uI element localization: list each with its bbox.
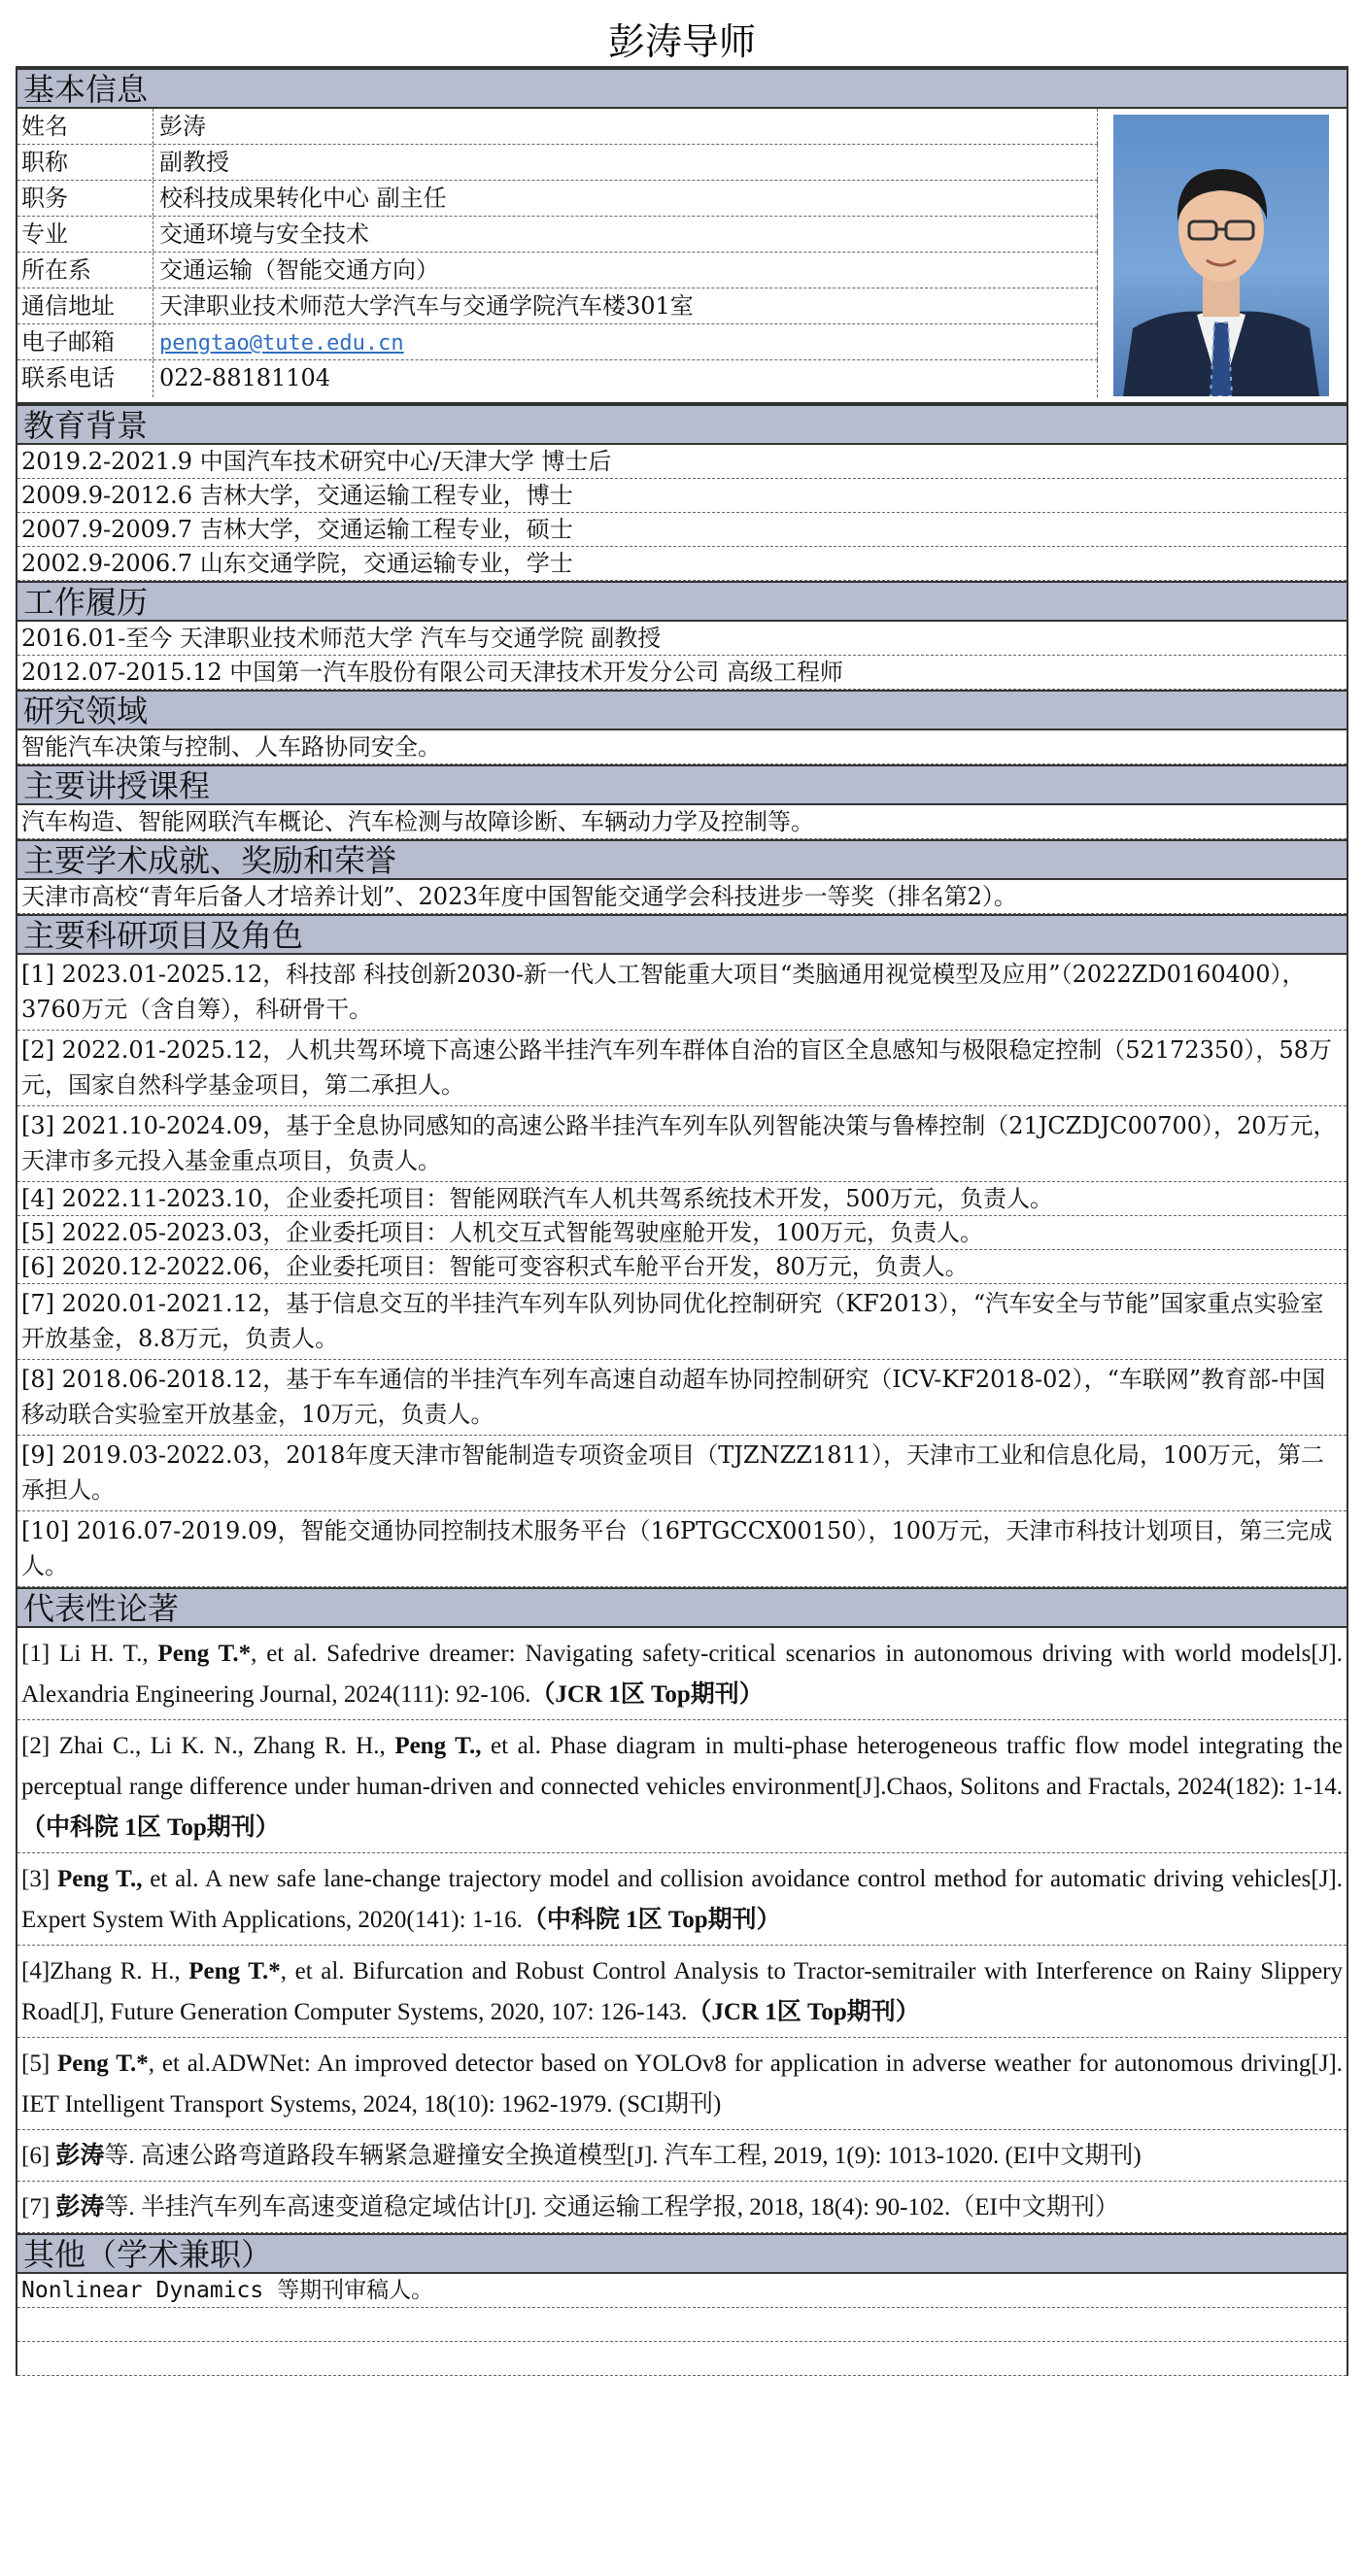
- basic-info-value: 副教授: [153, 145, 1098, 180]
- research-text: 智能汽车决策与控制、人车路协同安全。: [17, 730, 1347, 764]
- basic-info-value: 校科技成果转化中心 副主任: [153, 181, 1098, 216]
- basic-info-row: [17, 324, 1098, 360]
- paper-text: , et al. Safedrive dreamer: Navigating safety-critical scenarios in autonomous driving with world models[J]. Alexandria Engineering Journal, 2024(111): 92-106.: [21, 1641, 1344, 1708]
- paper-tag: （中科院 1区 Top期刊）: [522, 1907, 781, 1933]
- paper-author-bold: Peng T.*: [57, 2051, 149, 2077]
- paper-tag: （JCR 1区 Top期刊）: [687, 1999, 920, 2025]
- basic-info-label: 所在系: [17, 253, 153, 288]
- paper-author-bold: 彭涛: [55, 2194, 105, 2220]
- paper-item: [17, 2182, 1347, 2233]
- basic-info-value: 022-88181104: [153, 360, 1098, 397]
- project-item: [3] 2021.10-2024.09，基于全息协同感知的高速公路半挂汽车列车队列智能决策与鲁棒控制（21JCZDJC00700），20万元，天津市多元投入基金重点项目，负责人。: [17, 1106, 1347, 1182]
- basic-info-label: 专业: [17, 217, 153, 252]
- project-item: [1] 2023.01-2025.12，科技部 科技创新2030-新一代人工智能重大项目“类脑通用视觉模型及应用”（2022ZD0160400），3760万元（含自筹），科研骨干。: [17, 955, 1347, 1031]
- basic-info-row: [17, 360, 1098, 397]
- paper-author-bold: Peng T.,: [394, 1733, 482, 1759]
- section-research: 研究领域: [17, 690, 1347, 730]
- project-item: [2] 2022.01-2025.12，人机共驾环境下高速公路半挂汽车列车群体自治的盲区全息感知与极限稳定控制（52172350），58万元，国家自然科学基金项目，第二承担人。: [17, 1031, 1347, 1106]
- projects-list: [17, 955, 1347, 1587]
- section-projects: 主要科研项目及角色: [17, 914, 1347, 955]
- education-item: 2009.9-2012.6 吉林大学，交通运输工程专业，博士: [17, 479, 1347, 513]
- basic-info-row: [17, 217, 1098, 253]
- paper-item: [17, 2130, 1347, 2182]
- paper-text: [3]: [21, 1866, 57, 1892]
- paper-text: 等. 半挂汽车列车高速变道稳定域估计[J]. 交通运输工程学报, 2018, 18(4): 90-102.（EI中文期刊）: [104, 2194, 1119, 2220]
- work-item: 2016.01-至今 天津职业技术师范大学 汽车与交通学院 副教授: [17, 622, 1347, 656]
- paper-text: , et al.ADWNet: An improved detector based on YOLOv8 for application in adverse weather for autonomous driving[J]. IET Intelligent Transport Systems, 2024, 18(10): 1962-1979. (SCI期刊): [21, 2051, 1344, 2118]
- paper-text: [6]: [21, 2143, 56, 2169]
- paper-author-bold: Peng T.*: [157, 1641, 252, 1667]
- page-title: 彭涛导师: [607, 20, 756, 63]
- other-text: Nonlinear Dynamics 等期刊审稿人。: [17, 2274, 1347, 2308]
- project-item: [7] 2020.01-2021.12，基于信息交互的半挂汽车列车队列协同优化控制研究（KF2013），“汽车安全与节能”国家重点实验室开放基金，8.8万元，负责人。: [17, 1284, 1347, 1360]
- paper-author-bold: Peng T.*: [188, 1958, 281, 1984]
- project-item: [6] 2020.12-2022.06，企业委托项目：智能可变容积式车舱平台开发，80万元，负责人。: [17, 1250, 1347, 1284]
- awards-text: 天津市高校“青年后备人才培养计划”、2023年度中国智能交通学会科技进步一等奖（排名第2）。: [17, 880, 1347, 914]
- project-item: [9] 2019.03-2022.03，2018年度天津市智能制造专项资金项目（TJZNZZ1811），天津市工业和信息化局，100万元，第二承担人。: [17, 1436, 1347, 1511]
- basic-info-list: [17, 109, 1098, 397]
- section-papers: 代表性论著: [17, 1587, 1347, 1628]
- basic-info-label: 职称: [17, 145, 153, 180]
- basic-info-block: [17, 109, 1347, 404]
- education-list: [17, 445, 1347, 581]
- paper-text: et al. A new safe lane-change trajectory model and collision avoidance control method for automatic driving vehicles[J]. Expert System With Applications, 2020(141): 1-16.: [21, 1866, 1344, 1933]
- paper-text: [1] Li H. T.,: [21, 1641, 158, 1667]
- section-education: 教育背景: [17, 404, 1347, 445]
- email-link[interactable]: pengtao@tute.edu.cn: [159, 331, 404, 356]
- basic-info-label: 通信地址: [17, 288, 153, 323]
- project-item: [8] 2018.06-2018.12，基于车车通信的半挂汽车列车高速自动超车协同控制研究（ICV-KF2018-02），“车联网”教育部-中国移动联合实验室开放基金，10万元，负责人。: [17, 1360, 1347, 1436]
- portrait-photo: [1113, 115, 1329, 396]
- paper-text: [4]Zhang R. H.,: [21, 1958, 189, 1984]
- education-item: 2007.9-2009.7 吉林大学，交通运输工程专业，硕士: [17, 513, 1347, 547]
- section-basic: 基本信息: [17, 68, 1347, 109]
- empty-row: [17, 2342, 1347, 2376]
- basic-info-row: [17, 181, 1098, 217]
- empty-row: [17, 2308, 1347, 2342]
- basic-info-row: [17, 145, 1098, 181]
- paper-author-bold: Peng T.,: [56, 1866, 143, 1892]
- paper-text: [5]: [21, 2051, 58, 2077]
- basic-info-value: 天津职业技术师范大学汽车与交通学院汽车楼301室: [153, 288, 1098, 323]
- paper-text: [2] Zhai C., Li K. N., Zhang R. H.,: [21, 1733, 395, 1759]
- section-awards: 主要学术成就、奖励和荣誉: [17, 839, 1347, 880]
- education-item: 2019.2-2021.9 中国汽车技术研究中心/天津大学 博士后: [17, 445, 1347, 479]
- basic-info-value: 交通运输（智能交通方向）: [153, 253, 1098, 288]
- paper-tag: （中科院 1区 Top期刊）: [21, 1814, 280, 1841]
- basic-info-row: [17, 253, 1098, 288]
- paper-text: [7]: [21, 2194, 56, 2220]
- basic-info-label: 电子邮箱: [17, 324, 153, 359]
- basic-info-row: [17, 288, 1098, 324]
- project-item: [10] 2016.07-2019.09，智能交通协同控制技术服务平台（16PTGCCX00150），100万元，天津市科技计划项目，第三完成人。: [17, 1511, 1347, 1587]
- basic-info-value: 交通环境与安全技术: [153, 217, 1098, 252]
- section-other: 其他（学术兼职）: [17, 2233, 1347, 2274]
- section-courses: 主要讲授课程: [17, 764, 1347, 805]
- basic-info-value: [153, 324, 1098, 359]
- profile-sheet: [16, 0, 1348, 2576]
- paper-item: [17, 1720, 1347, 1853]
- basic-info-value: 彭涛: [153, 109, 1098, 144]
- basic-info-label: 职务: [17, 181, 153, 216]
- basic-info-row: [17, 109, 1098, 145]
- profile-table: [16, 66, 1348, 2376]
- paper-tag: （JCR 1区 Top期刊）: [530, 1681, 764, 1708]
- paper-item: [17, 1946, 1347, 2038]
- paper-item: [17, 1628, 1347, 1720]
- paper-item: [17, 1853, 1347, 1946]
- courses-text: 汽车构造、智能网联汽车概论、汽车检测与故障诊断、车辆动力学及控制等。: [17, 805, 1347, 839]
- paper-text: , et al. Bifurcation and Robust Control Analysis to Tractor-semitrailer with Interference on Rainy Slippery Road[J], Future Generation Computer Systems, 2020, 107: 126-143.: [21, 1958, 1343, 2025]
- paper-author-bold: 彭涛: [55, 2143, 105, 2169]
- basic-info-label: 姓名: [17, 109, 153, 144]
- work-item: 2012.07-2015.12 中国第一汽车股份有限公司天津技术开发分公司 高级工程师: [17, 656, 1347, 690]
- work-list: [17, 622, 1347, 690]
- paper-item: [17, 2038, 1347, 2130]
- papers-list: [17, 1628, 1347, 2233]
- project-item: [4] 2022.11-2023.10，企业委托项目：智能网联汽车人机共驾系统技术开发，500万元，负责人。: [17, 1182, 1347, 1216]
- section-work: 工作履历: [17, 581, 1347, 622]
- basic-info-label: 联系电话: [17, 360, 153, 397]
- paper-text: et al. Phase diagram in multi-phase heterogeneous traffic flow model integrating the perceptual range difference under human-driven and connected vehicles environment[J].Chaos, Solitons and Fractals, 2024(182): 1-14.: [21, 1733, 1344, 1800]
- project-item: [5] 2022.05-2023.03，企业委托项目：人机交互式智能驾驶座舱开发，100万元，负责人。: [17, 1216, 1347, 1250]
- paper-text: 等. 高速公路弯道路段车辆紧急避撞安全换道模型[J]. 汽车工程, 2019, 1(9): 1013-1020. (EI中文期刊): [104, 2143, 1142, 2169]
- education-item: 2002.9-2006.7 山东交通学院，交通运输专业，学士: [17, 547, 1347, 581]
